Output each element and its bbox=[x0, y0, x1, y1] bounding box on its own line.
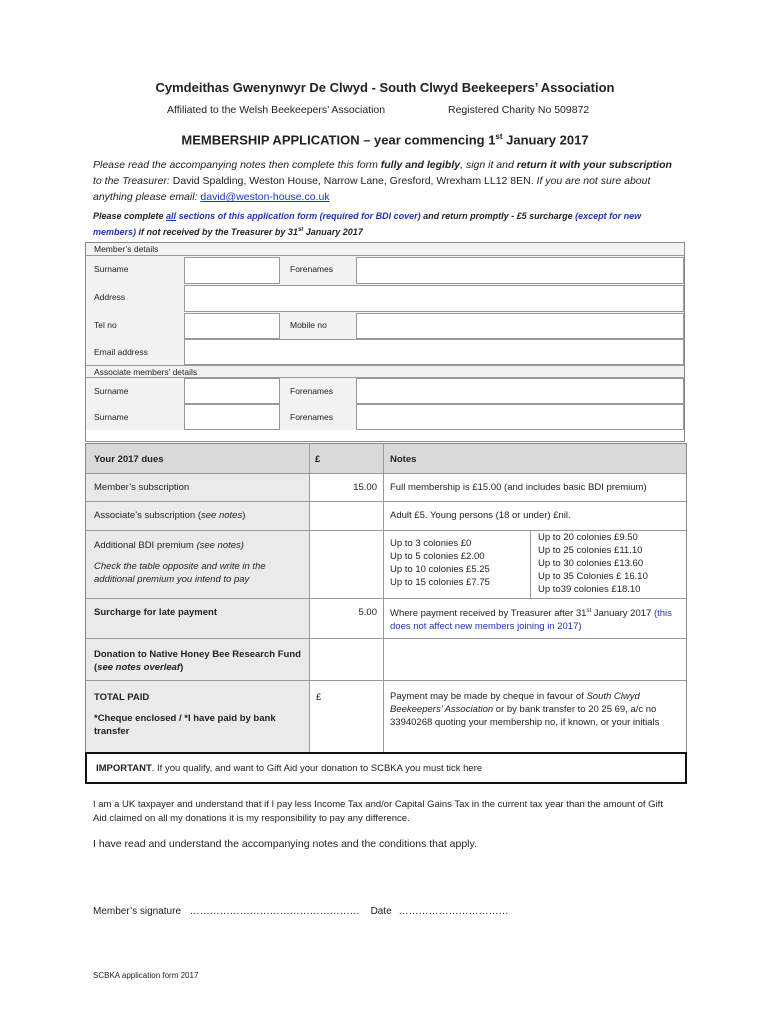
payment-method-label: *Cheque enclosed / *I have paid by bank transfer bbox=[94, 713, 276, 737]
organisation-title: Cymdeithas Gwenynwyr De Clwyd - South Clwyd Beekeepers’ Association bbox=[155, 80, 615, 95]
total-paid-label: TOTAL PAID bbox=[94, 692, 150, 703]
gift-aid-box[interactable]: IMPORTANT. If you qualify, and want to Gift Aid your donation to SCBKA you must tick here bbox=[85, 752, 687, 784]
forenames-label: Forenames bbox=[290, 264, 333, 274]
surname-input[interactable] bbox=[184, 257, 280, 284]
late-surcharge-amount: 5.00 bbox=[358, 607, 377, 618]
late-surcharge-label: Surcharge for late payment bbox=[94, 607, 218, 618]
email-input[interactable] bbox=[184, 339, 684, 365]
date-label: Date bbox=[370, 906, 392, 917]
associate1-surname-input[interactable] bbox=[184, 378, 280, 404]
associate-subscription-amount[interactable] bbox=[310, 502, 383, 530]
associate-subscription-note: Adult £5. Young persons (18 or under) £nil. bbox=[390, 510, 571, 521]
member-subscription-note: Full membership is £15.00 (and includes basic BDI premium) bbox=[390, 482, 647, 493]
bdi-rate-item: Up to 5 colonies £2.00 bbox=[390, 551, 485, 562]
associate2-forenames-input[interactable] bbox=[356, 404, 684, 430]
associate2-surname-input[interactable] bbox=[184, 404, 280, 430]
bdi-premium-hint: Check the table opposite and write in the additional premium you intend to pay bbox=[94, 561, 266, 585]
bdi-rate-item: Up to 10 colonies £5.25 bbox=[390, 564, 490, 575]
bdi-rates-left bbox=[390, 537, 490, 589]
signature-label: Member’s signature bbox=[93, 906, 182, 917]
member-subscription-label: Member’s subscription bbox=[94, 482, 190, 493]
intro-paragraph: Please read the accompanying notes then complete this form fully and legibly, sign it and return it with your subscription to the Treasurer: David Spalding, Weston House, Narrow Lane, Gresford, Wrexham LL12 8EN. If you are not sure about anything please email: david@weston-house.co.uk bbox=[93, 159, 672, 203]
members-section-label: Member’s details bbox=[86, 243, 684, 256]
signature-line bbox=[93, 905, 508, 919]
dues-column-header: Your 2017 dues bbox=[94, 454, 164, 465]
bdi-rate-item: Up to39 colonies £18.10 bbox=[538, 584, 641, 595]
charity-number: Registered Charity No 509872 bbox=[448, 104, 590, 116]
bdi-premium-amount[interactable] bbox=[310, 531, 383, 598]
date-field[interactable]: …………………………… bbox=[398, 906, 509, 917]
associate2-surname-label: Surname bbox=[94, 412, 129, 422]
associate-section-label: Associate members’ details bbox=[86, 365, 684, 378]
bdi-rate-item: Up to 15 colonies £7.75 bbox=[390, 577, 490, 588]
completion-note: Please complete all sections of this application form (required for BDI cover) and return promptly - £5 surcharge (except for new members) if not received by the Treasurer by 31st January 2017 bbox=[93, 211, 642, 237]
bdi-rate-item: Up to 25 colonies £11.10 bbox=[538, 545, 643, 556]
surname-label: Surname bbox=[94, 264, 129, 274]
dues-table bbox=[85, 443, 687, 753]
taxpayer-statement: I am a UK taxpayer and understand that if I pay less Income Tax and/or Capital Gains Tax in the current tax year than the amount of Gift Aid claimed on all my donations it is my responsibility to pay any difference. bbox=[93, 799, 663, 824]
bdi-premium-label: Additional BDI premium (see notes) bbox=[94, 540, 244, 551]
member-subscription-amount: 15.00 bbox=[353, 482, 377, 493]
bdi-rate-item: Up to 20 colonies £9.50 bbox=[538, 532, 638, 543]
address-input[interactable] bbox=[184, 285, 684, 312]
mobile-label: Mobile no bbox=[290, 320, 327, 330]
declaration-statement: I have read and understand the accompanying notes and the conditions that apply. bbox=[93, 838, 477, 850]
forenames-input[interactable] bbox=[356, 257, 684, 284]
total-paid-currency: £ bbox=[316, 692, 322, 703]
bdi-rate-item: Up to 35 Colonies £ 16.10 bbox=[538, 571, 648, 582]
email-label: Email address bbox=[94, 347, 148, 357]
affiliation-text: Affiliated to the Welsh Beekeepers’ Association bbox=[167, 104, 386, 116]
associate2-forenames-label: Forenames bbox=[290, 412, 333, 422]
bdi-rate-item: Up to 3 colonies £0 bbox=[390, 538, 472, 549]
notes-column-header: Notes bbox=[390, 454, 417, 465]
associate1-forenames-input[interactable] bbox=[356, 378, 684, 404]
payment-instructions: Payment may be made by cheque in favour of South Clwyd Beekeepers’ Association or by bank transfer to 20 25 69, a/c no 33940268 quoting your membership no, if known, or your initials bbox=[390, 691, 660, 728]
late-surcharge-note: Where payment received by Treasurer after 31st January 2017 (this does not affect new members joining in 2017) bbox=[390, 608, 672, 633]
associate-subscription-label: Associate’s subscription (see notes) bbox=[94, 510, 246, 521]
form-title: MEMBERSHIP APPLICATION – year commencing 1st January 2017 bbox=[181, 132, 589, 148]
signature-field[interactable]: …………………………………………… bbox=[189, 906, 360, 917]
tel-input[interactable] bbox=[184, 313, 280, 339]
tel-label: Tel no bbox=[94, 320, 117, 330]
associate1-surname-label: Surname bbox=[94, 386, 129, 396]
bdi-rates-right bbox=[538, 531, 648, 596]
treasurer-email-link[interactable]: david@weston-house.co.uk bbox=[200, 191, 330, 203]
footer-text: SCBKA application form 2017 bbox=[93, 971, 199, 980]
donation-label: Donation to Native Honey Bee Research Fund (see notes overleaf) bbox=[94, 649, 301, 673]
mobile-input[interactable] bbox=[356, 313, 684, 339]
members-details-table bbox=[85, 242, 685, 442]
address-label: Address bbox=[94, 292, 126, 302]
amount-column-header: £ bbox=[315, 454, 321, 465]
bdi-rate-item: Up to 30 colonies £13.60 bbox=[538, 558, 644, 569]
donation-amount[interactable] bbox=[310, 639, 383, 680]
associate1-forenames-label: Forenames bbox=[290, 386, 333, 396]
